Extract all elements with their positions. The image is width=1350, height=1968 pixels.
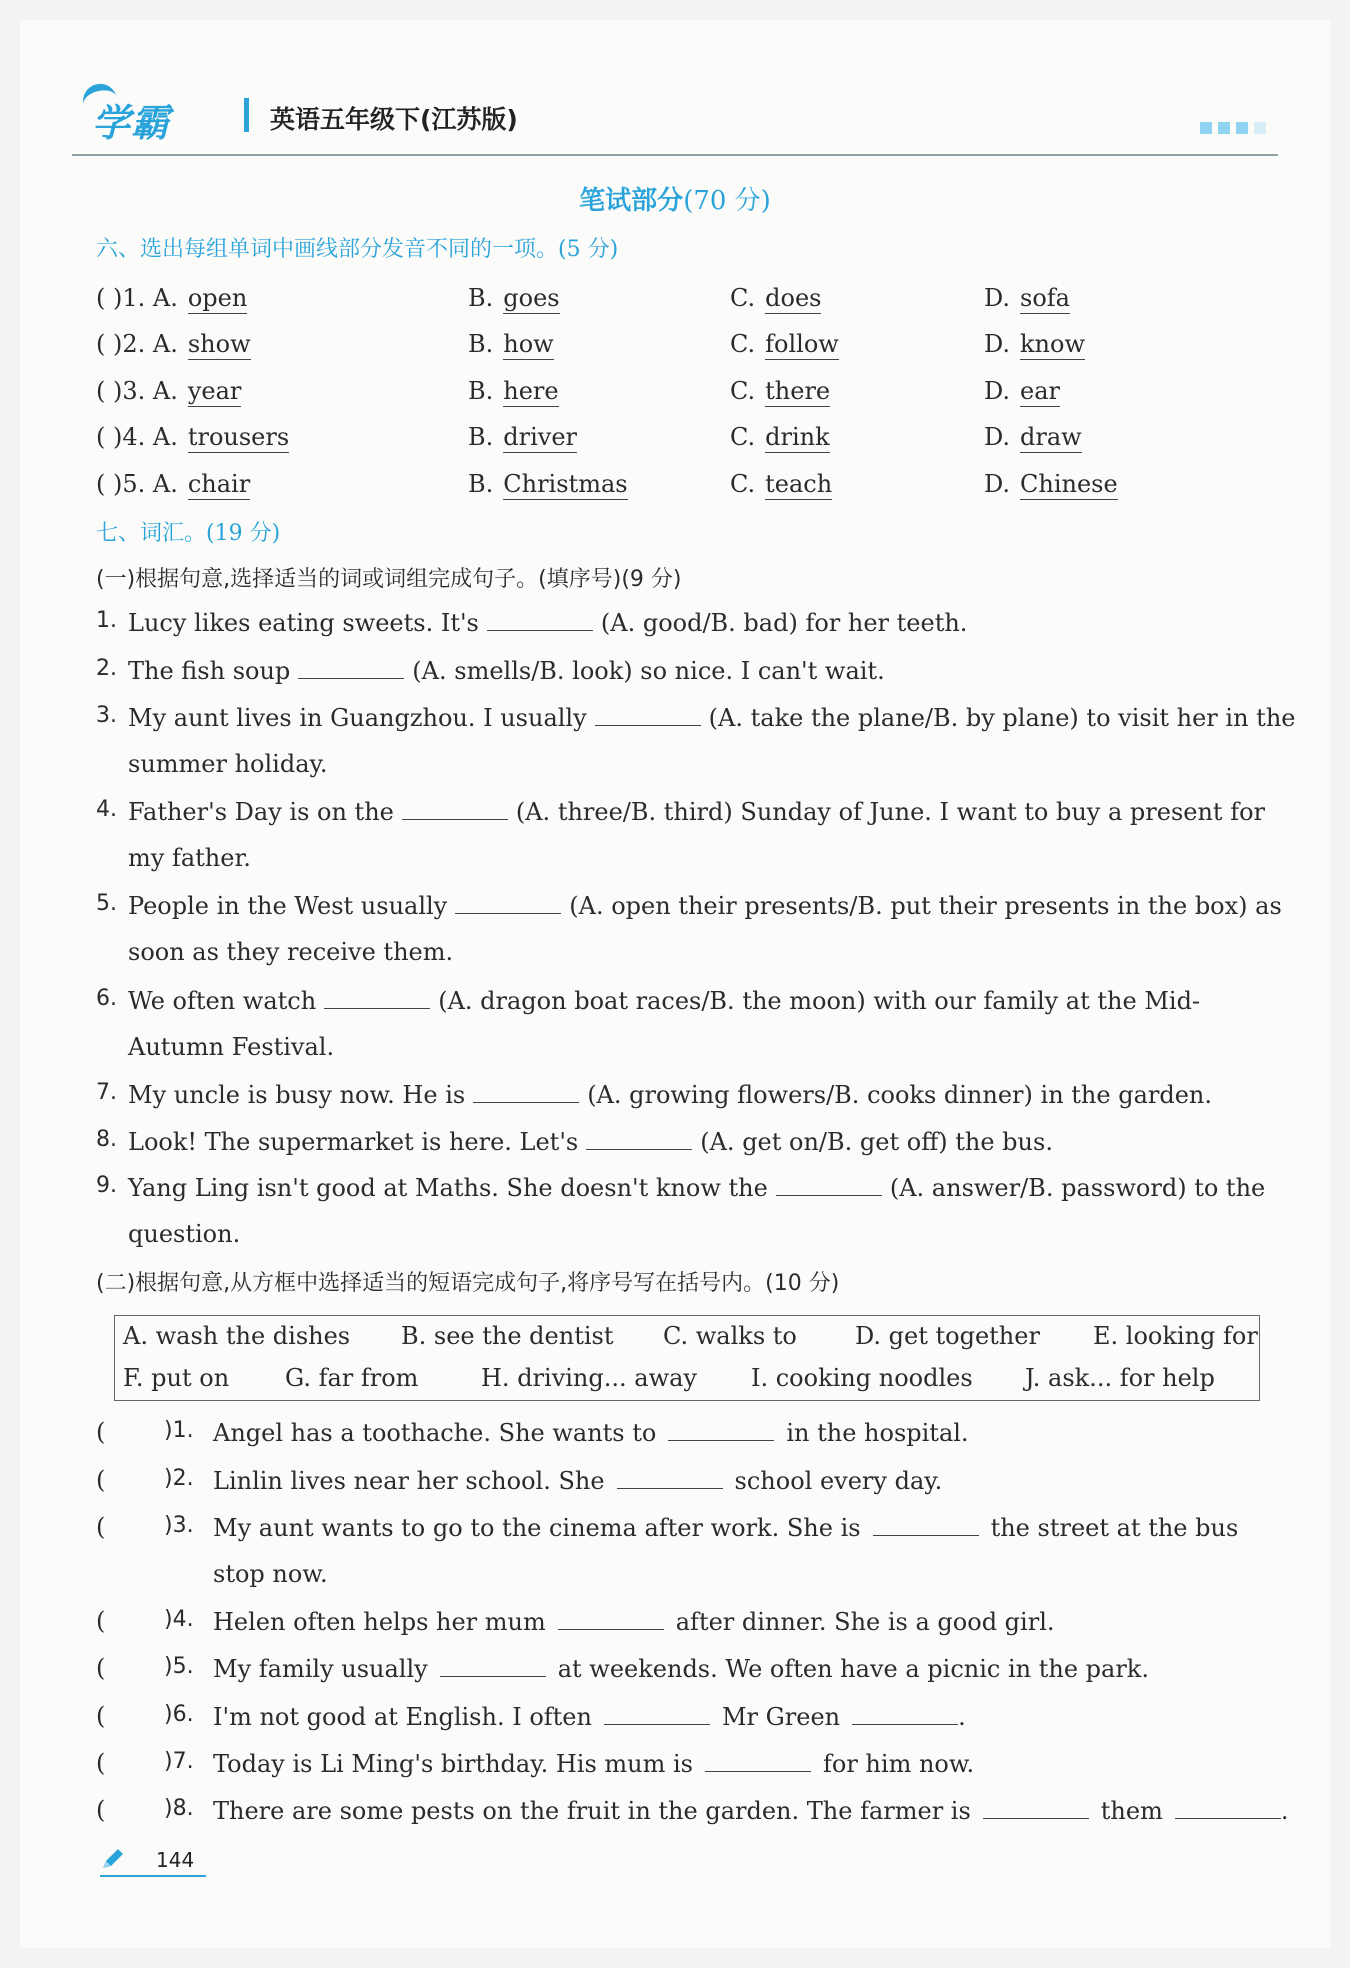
answer-blank[interactable] [440, 1654, 546, 1677]
question-suffix: (A. get on/B. get off) the bus. [700, 1128, 1053, 1156]
question-end: . [1280, 1797, 1289, 1825]
question-number: )6. [164, 1702, 194, 1727]
question-prefix: My family usually [213, 1655, 428, 1683]
phrase-option: J. ask... for help [1025, 1364, 1215, 1392]
question-prefix: Today is Li Ming's birthday. His mum is [213, 1750, 693, 1778]
question-prefix: Lucy likes eating sweets. It's [128, 609, 479, 637]
option-word: Christmas [503, 470, 628, 498]
phrase-box [114, 1315, 1260, 1401]
answer-blank[interactable] [473, 1080, 579, 1103]
answer-bracket[interactable]: ( [96, 1702, 106, 1730]
answer-blank[interactable] [455, 891, 561, 914]
question-continuation: question. [128, 1220, 241, 1248]
option [96, 423, 289, 451]
question-row [96, 284, 1280, 324]
question-text [128, 656, 885, 685]
answer-bracket[interactable]: ( [96, 1796, 106, 1824]
question-continuation: Autumn Festival. [128, 1033, 335, 1061]
question-number: )1. [164, 1418, 194, 1443]
option-word: year [187, 377, 242, 405]
question-prefix: Look! The supermarket is here. Let's [128, 1128, 579, 1156]
question-prefix: My uncle is busy now. He is [128, 1081, 466, 1109]
option-letter: D. [984, 284, 1011, 312]
question-prefix: There are some pests on the fruit in the garden. The farmer is [213, 1797, 971, 1825]
option-word: draw [1020, 423, 1082, 451]
answer-blank[interactable] [776, 1173, 882, 1196]
option [468, 284, 560, 312]
part6-heading: 六、选出每组单词中画线部分发音不同的一项。(5 分) [96, 237, 619, 262]
answer-blank[interactable] [558, 1607, 664, 1630]
question-text [128, 703, 1295, 732]
question-suffix: at weekends. We often have a picnic in the park. [557, 1655, 1149, 1683]
question-text [128, 986, 1200, 1015]
question-row [96, 377, 1280, 417]
option [730, 330, 839, 358]
question-number: 8. [96, 1127, 117, 1152]
question-continuation: soon as they receive them. [128, 938, 454, 966]
option [984, 470, 1118, 498]
question-row [96, 470, 1280, 510]
question-prefix: Father's Day is on the [128, 798, 394, 826]
question-prefix: People in the West usually [128, 892, 448, 920]
question-text [128, 797, 1265, 826]
option-letter: ( )4. A. [96, 423, 178, 451]
option [730, 377, 830, 405]
answer-bracket[interactable]: ( [96, 1607, 106, 1635]
question-text [213, 1466, 942, 1495]
question-row [96, 423, 1280, 463]
phrase-option: I. cooking noodles [751, 1364, 973, 1392]
answer-blank[interactable] [873, 1513, 979, 1536]
question-prefix: My aunt wants to go to the cinema after work. She is [213, 1514, 861, 1542]
answer-blank[interactable] [668, 1418, 774, 1441]
page-header [72, 84, 1278, 156]
question-number: 3. [96, 703, 117, 728]
question-text [213, 1749, 974, 1778]
option [984, 284, 1070, 312]
question-text [128, 608, 967, 637]
answer-bracket[interactable]: ( [96, 1749, 106, 1777]
option [96, 330, 251, 358]
option-letter: C. [730, 377, 756, 405]
option-letter: D. [984, 330, 1011, 358]
question-number: )3. [164, 1513, 194, 1538]
option-word: chair [187, 470, 251, 498]
option [468, 330, 554, 358]
option [730, 284, 821, 312]
answer-blank[interactable] [402, 797, 508, 820]
option-letter: D. [984, 470, 1011, 498]
question-suffix: the street at the bus [990, 1514, 1239, 1542]
answer-bracket[interactable]: ( [96, 1418, 106, 1446]
phrase-option: G. far from [285, 1364, 419, 1392]
question-number: 6. [96, 986, 117, 1011]
question-text [128, 1080, 1212, 1109]
answer-blank[interactable] [705, 1749, 811, 1772]
option-letter: D. [984, 377, 1011, 405]
option-letter: B. [468, 377, 494, 405]
option [468, 423, 577, 451]
question-suffix: (A. good/B. bad) for her teeth. [600, 609, 968, 637]
question-number: 2. [96, 656, 117, 681]
option-word: Chinese [1020, 470, 1118, 498]
question-continuation: summer holiday. [128, 750, 328, 778]
option [96, 470, 250, 498]
option [96, 377, 241, 405]
option-word: ear [1020, 377, 1060, 405]
decor-square-icon [1218, 122, 1230, 134]
option [984, 377, 1060, 405]
phrase-option: F. put on [123, 1364, 230, 1392]
question-number: 9. [96, 1173, 117, 1198]
question-prefix: Linlin lives near her school. She [213, 1467, 605, 1495]
section-title: 笔试部分(70 分) [579, 186, 771, 216]
question-suffix: school every day. [734, 1467, 943, 1495]
option [984, 330, 1085, 358]
question-text [213, 1796, 1288, 1825]
option-word: show [187, 330, 251, 358]
logo-divider [244, 98, 249, 132]
question-text [213, 1654, 1149, 1683]
footer-rule [100, 1875, 206, 1877]
part7-sub1-heading: (一)根据句意,选择适当的词或词组完成句子。(填序号)(9 分) [96, 567, 682, 592]
question-text [128, 1173, 1265, 1202]
brand-logo: 学霸 [92, 101, 171, 145]
answer-blank[interactable] [852, 1702, 958, 1725]
question-number: )5. [164, 1654, 194, 1679]
question-continuation: my father. [128, 844, 251, 872]
option [984, 423, 1082, 451]
phrase-option: H. driving... away [481, 1364, 697, 1392]
answer-bracket[interactable]: ( [96, 1513, 106, 1541]
question-number: 5. [96, 891, 117, 916]
answer-blank[interactable] [324, 986, 430, 1009]
option-word: does [765, 284, 822, 312]
question-text [128, 1127, 1053, 1156]
answer-blank[interactable] [487, 608, 593, 631]
answer-blank[interactable] [586, 1127, 692, 1150]
question-suffix: (A. dragon boat races/B. the moon) with our family at the Mid- [438, 987, 1201, 1015]
phrase-option: D. get together [855, 1322, 1040, 1350]
option-letter: C. [730, 423, 756, 451]
option-letter: B. [468, 470, 494, 498]
option-letter: C. [730, 330, 756, 358]
question-suffix: after dinner. She is a good girl. [675, 1608, 1055, 1636]
option-letter: B. [468, 330, 494, 358]
question-number: 7. [96, 1080, 117, 1105]
question-suffix: (A. smells/B. look) so nice. I can't wait. [412, 657, 885, 685]
option [730, 470, 832, 498]
option-word: here [503, 377, 559, 405]
question-text [213, 1418, 969, 1447]
phrase-option: A. wash the dishes [123, 1322, 351, 1350]
question-prefix: Yang Ling isn't good at Maths. She doesn't know the [128, 1174, 768, 1202]
pencil-icon [100, 1846, 126, 1872]
question-number: )8. [164, 1796, 194, 1821]
option-word: teach [765, 470, 833, 498]
option-word: goes [503, 284, 560, 312]
decor-square-icon [1200, 122, 1212, 134]
question-text [213, 1607, 1055, 1636]
question-prefix: My aunt lives in Guangzhou. I usually [128, 704, 587, 732]
question-suffix: them [1100, 1797, 1163, 1825]
question-suffix: (A. take the plane/B. by plane) to visit her in the [708, 704, 1296, 732]
answer-bracket[interactable]: ( [96, 1466, 106, 1494]
page-number: 144 [156, 1848, 195, 1872]
question-prefix: Helen often helps her mum [213, 1608, 546, 1636]
option [468, 470, 628, 498]
answer-blank[interactable] [1175, 1796, 1281, 1819]
question-number: 1. [96, 608, 117, 633]
question-text [128, 891, 1282, 920]
question-number: 4. [96, 797, 117, 822]
option [468, 377, 559, 405]
question-prefix: I'm not good at English. I often [213, 1703, 592, 1731]
question-prefix: Angel has a toothache. She wants to [213, 1419, 657, 1447]
phrase-option: E. looking for [1093, 1322, 1258, 1350]
question-row [96, 330, 1280, 370]
option-word: driver [503, 423, 578, 451]
part7-heading: 七、词汇。(19 分) [96, 521, 281, 546]
answer-bracket[interactable]: ( [96, 1654, 106, 1682]
option-letter: ( )5. A. [96, 470, 178, 498]
question-continuation: stop now. [213, 1560, 328, 1588]
option-word: open [187, 284, 248, 312]
option-word: drink [765, 423, 830, 451]
option-word: how [503, 330, 554, 358]
option-letter: B. [468, 423, 494, 451]
book-title: 英语五年级下(江苏版) [270, 105, 518, 134]
phrase-option: C. walks to [663, 1322, 797, 1350]
question-suffix: (A. open their presents/B. put their presents in the box) as [569, 892, 1282, 920]
question-suffix: (A. growing flowers/B. cooks dinner) in the garden. [587, 1081, 1213, 1109]
answer-blank[interactable] [617, 1466, 723, 1489]
question-suffix: for him now. [823, 1750, 975, 1778]
option-letter: D. [984, 423, 1011, 451]
option-word: sofa [1020, 284, 1070, 312]
question-suffix: (A. answer/B. password) to the [889, 1174, 1266, 1202]
decor-square-icon [1236, 122, 1248, 134]
question-number: )7. [164, 1749, 194, 1774]
decor-square-icon [1254, 122, 1266, 134]
question-number: )4. [164, 1607, 194, 1632]
answer-blank[interactable] [983, 1796, 1089, 1819]
option-word: follow [765, 330, 839, 358]
option-letter: C. [730, 284, 756, 312]
question-end: . [958, 1703, 966, 1731]
question-text [213, 1513, 1238, 1542]
option-letter: ( )3. A. [96, 377, 178, 405]
option [96, 284, 247, 312]
option-word: trousers [187, 423, 290, 451]
option-letter: B. [468, 284, 494, 312]
question-suffix: Mr Green [721, 1703, 841, 1731]
answer-blank[interactable] [298, 656, 404, 679]
option [730, 423, 830, 451]
option-word: there [765, 377, 831, 405]
question-prefix: We often watch [128, 987, 317, 1015]
question-suffix: in the hospital. [786, 1419, 969, 1447]
answer-blank[interactable] [604, 1702, 710, 1725]
option-letter: ( )1. A. [96, 284, 178, 312]
question-suffix: (A. three/B. third) Sunday of June. I want to buy a present for [515, 798, 1266, 826]
question-number: )2. [164, 1466, 194, 1491]
option-letter: ( )2. A. [96, 330, 178, 358]
option-letter: C. [730, 470, 756, 498]
option-word: know [1020, 330, 1086, 358]
question-prefix: The fish soup [128, 657, 291, 685]
phrase-option: B. see the dentist [401, 1322, 614, 1350]
part7-sub2-heading: (二)根据句意,从方框中选择适当的短语完成句子,将序号写在括号内。(10 分) [96, 1271, 840, 1296]
answer-blank[interactable] [595, 703, 701, 726]
question-text [213, 1702, 966, 1731]
